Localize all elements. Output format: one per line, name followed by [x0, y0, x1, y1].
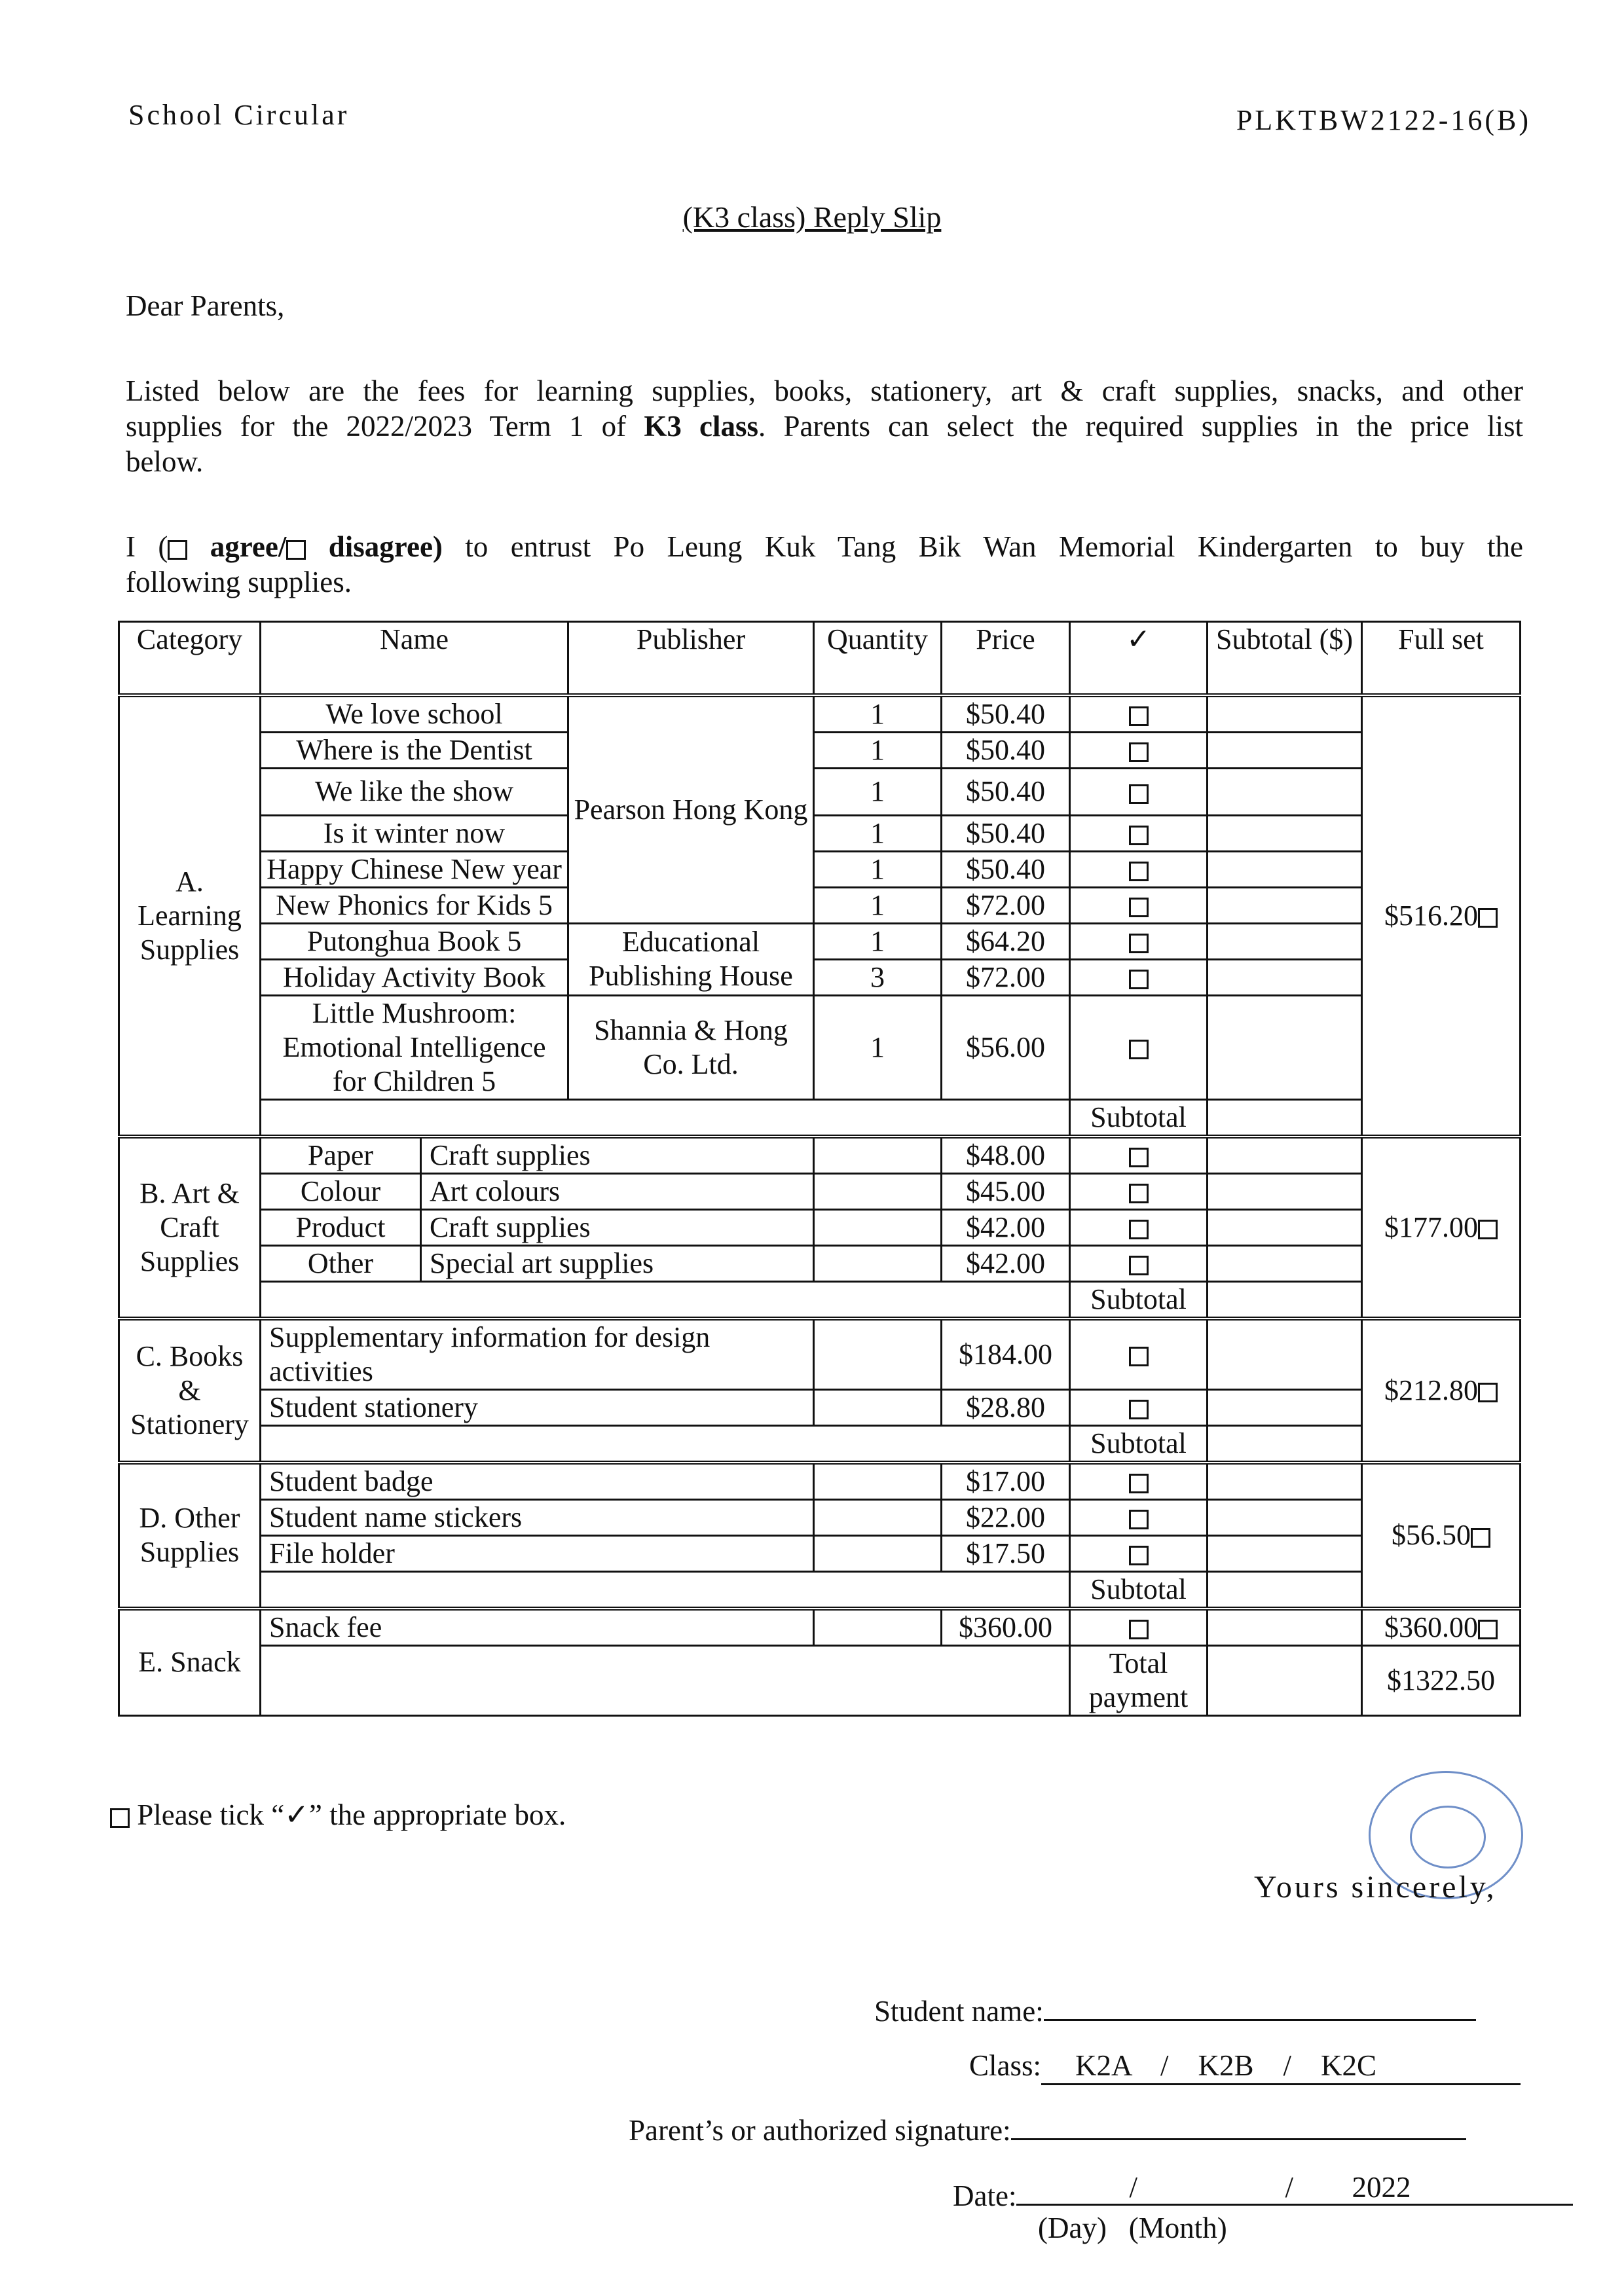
item-checkbox[interactable] [1070, 923, 1208, 959]
item-qty: 1 [814, 995, 942, 1099]
item-qty: 1 [814, 851, 942, 887]
class-label: Class: [969, 2049, 1042, 2082]
item-price: $17.00 [942, 1463, 1070, 1500]
signature-label: Parent’s or authorized signature: [629, 2114, 1011, 2147]
seal-emblem [1410, 1806, 1486, 1868]
subtotal-row [119, 1099, 1521, 1137]
item-name: We like the show [261, 768, 568, 815]
item-checkbox[interactable] [1070, 959, 1208, 995]
table-row [119, 695, 1521, 733]
item-checkbox[interactable] [1070, 1609, 1208, 1646]
subtotal-cell[interactable] [1208, 1499, 1362, 1535]
student-name-label: Student name: [874, 1995, 1044, 2028]
blank-cell [261, 1425, 1070, 1463]
item-price: $17.50 [942, 1535, 1070, 1571]
table-row [119, 768, 1521, 815]
item-qty: 1 [814, 887, 942, 923]
day-hint: (Day) [1038, 2212, 1107, 2244]
full-set-c: $212.80 [1362, 1319, 1521, 1463]
blank-cell [814, 1389, 942, 1425]
subtotal-label: Subtotal [1070, 1281, 1208, 1319]
item-checkbox[interactable] [1070, 1173, 1208, 1209]
date-field[interactable] [1016, 2172, 1573, 2206]
class-row [969, 2048, 1521, 2085]
salutation: Dear Parents, [126, 289, 285, 322]
subtotal-cell[interactable] [1208, 1319, 1362, 1390]
item-price: $50.40 [942, 732, 1070, 768]
subtotal-cell[interactable] [1208, 1463, 1362, 1500]
agree-checkbox[interactable] [168, 540, 187, 560]
closing-remark: Yours sincerely, [1254, 1870, 1497, 1904]
blank-cell [261, 1281, 1070, 1319]
table-header-row [119, 622, 1521, 695]
full-set-b-checkbox[interactable] [1478, 1220, 1498, 1239]
date-separator: / [1129, 2171, 1137, 2204]
item-price: $184.00 [942, 1319, 1070, 1390]
item-name: Holiday Activity Book [261, 959, 568, 995]
table-row [119, 732, 1521, 768]
subtotal-cell[interactable] [1208, 851, 1362, 887]
item-name: Student badge [261, 1463, 814, 1500]
item-name: We love school [261, 695, 568, 733]
total-value: $1322.50 [1362, 1645, 1521, 1715]
category-b: B. Art & Craft Supplies [119, 1137, 261, 1319]
header-category: Category [119, 622, 261, 695]
item-price: $48.00 [942, 1137, 1070, 1174]
full-set-d-checkbox[interactable] [1471, 1528, 1490, 1548]
circular-label: School Circular [128, 99, 350, 131]
item-desc: Art colours [421, 1173, 814, 1209]
item-checkbox[interactable] [1070, 1535, 1208, 1571]
subtotal-cell[interactable] [1208, 768, 1362, 815]
signature-row [629, 2109, 1466, 2148]
full-set-d: $56.50 [1362, 1463, 1521, 1609]
publisher-shannia: Shannia & Hong Co. Ltd. [568, 995, 814, 1099]
item-checkbox[interactable] [1070, 768, 1208, 815]
subtotal-cell[interactable] [1208, 732, 1362, 768]
disagree-checkbox[interactable] [286, 540, 306, 560]
table-row [119, 887, 1521, 923]
item-checkbox[interactable] [1070, 732, 1208, 768]
header-subtotal: Subtotal ($) [1208, 622, 1362, 695]
supplies-table [118, 621, 1521, 1717]
subtotal-cell[interactable] [1208, 923, 1362, 959]
table-row [119, 1499, 1521, 1535]
subtotal-row [119, 1281, 1521, 1319]
item-checkbox[interactable] [1070, 1499, 1208, 1535]
blank-cell [261, 1645, 1070, 1715]
item-qty: 3 [814, 959, 942, 995]
item-qty: 1 [814, 815, 942, 851]
item-checkbox[interactable] [1070, 1319, 1208, 1390]
table-row [119, 1173, 1521, 1209]
item-checkbox[interactable] [1070, 815, 1208, 851]
item-desc: Craft supplies [421, 1209, 814, 1245]
item-checkbox[interactable] [1070, 887, 1208, 923]
item-price: $50.40 [942, 851, 1070, 887]
item-checkbox[interactable] [1070, 1209, 1208, 1245]
item-price: $50.40 [942, 768, 1070, 815]
item-name: Snack fee [261, 1609, 814, 1646]
table-row [119, 1137, 1521, 1174]
intro-line-3: below. [126, 445, 204, 478]
blank-cell [814, 1463, 942, 1500]
item-name: New Phonics for Kids 5 [261, 887, 568, 923]
category-a: A. Learning Supplies [119, 695, 261, 1137]
item-qty: 1 [814, 923, 942, 959]
date-separator: / [1285, 2171, 1293, 2204]
table-row [119, 1245, 1521, 1281]
page-title: (K3 class) Reply Slip [682, 200, 942, 234]
category-e: E. Snack [119, 1609, 261, 1716]
subtotal-cell[interactable] [1208, 1209, 1362, 1245]
item-checkbox[interactable] [1070, 1137, 1208, 1174]
category-d: D. Other Supplies [119, 1463, 261, 1609]
item-qty: 1 [814, 732, 942, 768]
item-checkbox[interactable] [1070, 1389, 1208, 1425]
consent-statement [126, 529, 1523, 600]
date-year: 2022 [1352, 2171, 1411, 2204]
subtotal-d-field[interactable] [1208, 1571, 1362, 1609]
item-price: $45.00 [942, 1173, 1070, 1209]
table-row [119, 851, 1521, 887]
sample-checkbox [110, 1808, 130, 1828]
category-c: C. Books & Stationery [119, 1319, 261, 1463]
subtotal-cell[interactable] [1208, 1389, 1362, 1425]
item-type: Product [261, 1209, 421, 1245]
blank-cell [814, 1609, 942, 1646]
publisher-educational: Educational Publishing House [568, 923, 814, 995]
table-row [119, 1609, 1521, 1646]
item-qty: 1 [814, 695, 942, 733]
total-subtotal-field[interactable] [1208, 1645, 1362, 1715]
intro-line-1: Listed below are the fees for learning supplies, books, stationery, art & craft supplies, snacks, and other [126, 374, 1523, 407]
signature-field[interactable] [1011, 2109, 1466, 2140]
subtotal-cell[interactable] [1208, 1609, 1362, 1646]
table-row [119, 815, 1521, 851]
tick-instruction: Please tick “✓” the appropriate box. [110, 1797, 566, 1832]
table-row [119, 1209, 1521, 1245]
consent-line-1: I ( agree/ disagree) to entrust Po Leung Kuk Tang Bik Wan Memorial Kindergarten to buy the [126, 530, 1523, 563]
subtotal-label: Subtotal [1070, 1571, 1208, 1609]
student-name-field[interactable] [1044, 1990, 1476, 2021]
blank-cell [814, 1319, 942, 1390]
header-name: Name [261, 622, 568, 695]
item-price: $64.20 [942, 923, 1070, 959]
header-publisher: Publisher [568, 622, 814, 695]
item-price: $72.00 [942, 959, 1070, 995]
date-label: Date: [953, 2179, 1017, 2212]
item-type: Other [261, 1245, 421, 1281]
item-checkbox[interactable] [1070, 695, 1208, 733]
subtotal-label: Subtotal [1070, 1425, 1208, 1463]
item-price: $22.00 [942, 1499, 1070, 1535]
item-price: $42.00 [942, 1209, 1070, 1245]
subtotal-c-field[interactable] [1208, 1425, 1362, 1463]
intro-paragraph [126, 373, 1523, 479]
blank-cell [261, 1099, 1070, 1137]
subtotal-cell[interactable] [1208, 1535, 1362, 1571]
blank-cell [261, 1571, 1070, 1609]
item-name: Is it winter now [261, 815, 568, 851]
item-name: Happy Chinese New year [261, 851, 568, 887]
subtotal-cell[interactable] [1208, 815, 1362, 851]
total-label: Total payment [1070, 1645, 1208, 1715]
table-row [119, 959, 1521, 995]
subtotal-cell[interactable] [1208, 1245, 1362, 1281]
blank-cell [814, 1499, 942, 1535]
table-row [119, 1463, 1521, 1500]
item-qty: 1 [814, 768, 942, 815]
item-name: Student stationery [261, 1389, 814, 1425]
date-row [953, 2172, 1573, 2214]
header-full-set: Full set [1362, 622, 1521, 695]
header-quantity: Quantity [814, 622, 942, 695]
item-checkbox[interactable] [1070, 1463, 1208, 1500]
table-row [119, 1535, 1521, 1571]
item-price: $360.00 [942, 1609, 1070, 1646]
subtotal-cell[interactable] [1208, 695, 1362, 733]
publisher-pearson: Pearson Hong Kong [568, 695, 814, 924]
item-name: Student name stickers [261, 1499, 814, 1535]
full-set-c-checkbox[interactable] [1478, 1383, 1498, 1402]
item-name: Putonghua Book 5 [261, 923, 568, 959]
header-tick: ✓ [1070, 622, 1208, 695]
subtotal-cell[interactable] [1208, 1137, 1362, 1174]
item-type: Colour [261, 1173, 421, 1209]
subtotal-cell[interactable] [1208, 995, 1362, 1099]
item-name: Where is the Dentist [261, 732, 568, 768]
item-checkbox[interactable] [1070, 1245, 1208, 1281]
blank-cell [814, 1137, 942, 1174]
item-checkbox[interactable] [1070, 851, 1208, 887]
item-type: Paper [261, 1137, 421, 1174]
subtotal-cell[interactable] [1208, 887, 1362, 923]
item-desc: Craft supplies [421, 1137, 814, 1174]
subtotal-row [119, 1571, 1521, 1609]
table-row [119, 1319, 1521, 1390]
blank-cell [814, 1535, 942, 1571]
subtotal-cell[interactable] [1208, 1173, 1362, 1209]
item-price: $28.80 [942, 1389, 1070, 1425]
date-hints [1038, 2210, 1227, 2246]
total-row [119, 1645, 1521, 1715]
table-row [119, 1389, 1521, 1425]
full-set-b: $177.00 [1362, 1137, 1521, 1319]
subtotal-cell[interactable] [1208, 959, 1362, 995]
subtotal-row [119, 1425, 1521, 1463]
student-name-row [874, 1990, 1476, 2029]
item-name: File holder [261, 1535, 814, 1571]
blank-cell [814, 1245, 942, 1281]
item-price: $50.40 [942, 695, 1070, 733]
item-name: Supplementary information for design activities [261, 1319, 814, 1390]
full-set-e-checkbox[interactable] [1478, 1620, 1498, 1639]
full-set-e: $360.00 [1362, 1609, 1521, 1646]
subtotal-b-field[interactable] [1208, 1281, 1362, 1319]
item-name: Little Mushroom: Emotional Intelligence for Children 5 [261, 995, 568, 1099]
subtotal-a-field[interactable] [1208, 1099, 1362, 1137]
item-price: $72.00 [942, 887, 1070, 923]
item-checkbox[interactable] [1070, 995, 1208, 1099]
class-options[interactable]: K2A / K2B / K2C [1041, 2048, 1521, 2085]
month-hint: (Month) [1128, 2212, 1227, 2244]
table-row [119, 995, 1521, 1099]
subtotal-label: Subtotal [1070, 1099, 1208, 1137]
blank-cell [814, 1209, 942, 1245]
item-desc: Special art supplies [421, 1245, 814, 1281]
table-row [119, 923, 1521, 959]
intro-line-2: supplies for the 2022/2023 Term 1 of K3 class. Parents can select the required supplies in the price list [126, 410, 1523, 443]
full-set-a: $516.20 [1362, 695, 1521, 1137]
item-price: $56.00 [942, 995, 1070, 1099]
item-price: $42.00 [942, 1245, 1070, 1281]
document-code: PLKTBW2122-16(B) [1236, 104, 1531, 136]
header-price: Price [942, 622, 1070, 695]
item-price: $50.40 [942, 815, 1070, 851]
full-set-a-checkbox[interactable] [1478, 908, 1498, 928]
blank-cell [814, 1173, 942, 1209]
consent-line-2: following supplies. [126, 566, 352, 598]
